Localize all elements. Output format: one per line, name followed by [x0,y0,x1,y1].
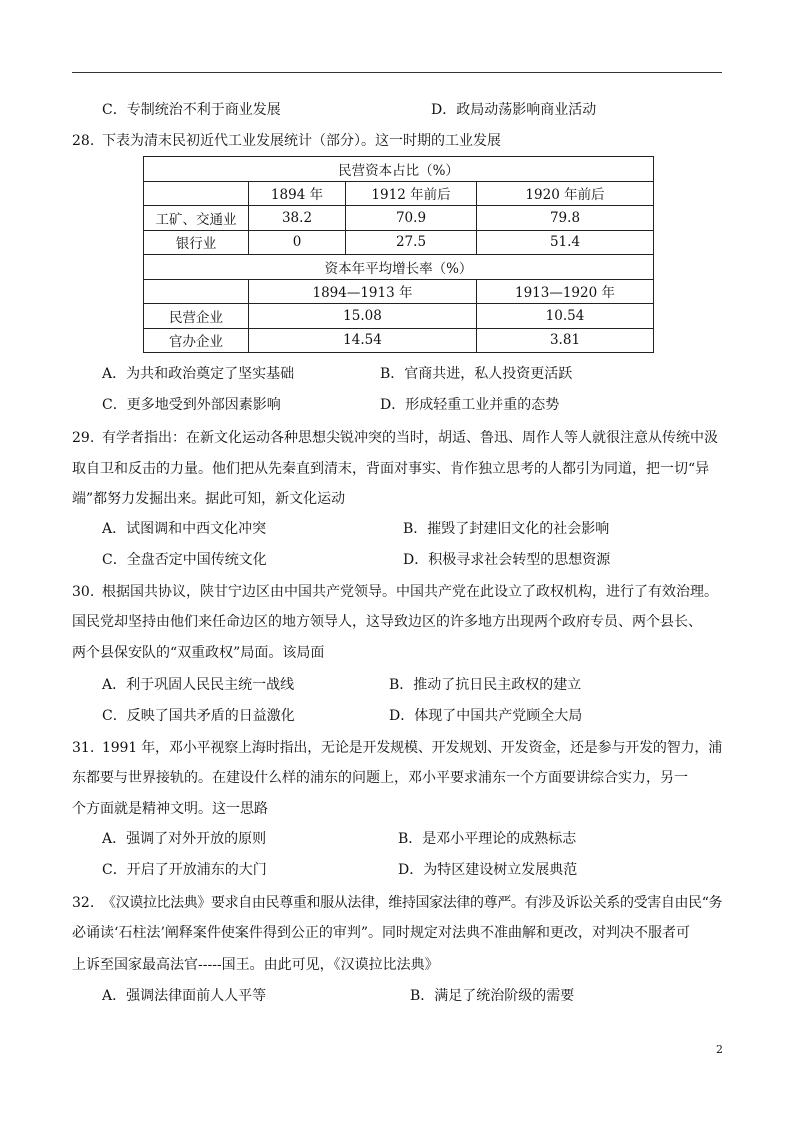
q28-number: 28. [72,133,95,149]
q31-number: 31. [72,740,95,756]
q29-number: 29. [72,430,95,446]
q31-stem-line: 个方面就是精神文明。这一思路 [72,801,268,817]
table-cell: 3.81 [477,328,654,353]
q29-option-a: A．试图调和中西文化冲突 [102,521,267,537]
q28-option-c: C．更多地受到外部因素影响 [102,397,281,413]
q32-stem-line: 上诉至国家最高法官-----国王。由此可见，《汉谟拉比法典》 [72,957,439,973]
q29-option-c: C．全盘否定中国传统文化 [102,552,267,568]
q28-option-a: A．为共和政治奠定了坚实基础 [102,366,295,382]
q31-stem-line: 东都要与世界接轨的。在建设什么样的浦东的问题上，邓小平要求浦东一个方面要讲综合实力，另一 [72,770,688,786]
q30-option-d: D．体现了中国共产党顾全大局 [389,708,583,724]
table-cell: 0 [249,230,346,255]
table-row [144,206,654,231]
table-section-title-row [144,157,654,182]
table-row [144,304,654,329]
q29-option-d: D．积极寻求社会转型的思想资源 [403,552,611,568]
table-header-cell: 1912 年前后 [346,181,477,206]
q32-number: 32. [72,895,95,911]
table-header-row [144,181,654,206]
q30-option-a: A．利于巩固人民民主统一战线 [102,677,295,693]
table-row-label: 官办企业 [144,328,249,353]
q30-stem-line: 根据国共协议，陕甘宁边区由中国共产党领导。中国共产党在此设立了政权机构，进行了有效治理。 [102,584,718,600]
q31-option-d: D．为特区建设树立发展典范 [398,862,578,878]
q29-stem-line: 取自卫和反击的力量。他们把从先秦直到清末，背面对事实、肯作独立思考的人都引为同道，把一切“异 [72,461,710,477]
page-number: 2 [716,1043,723,1056]
table-cell: 79.8 [477,206,654,231]
table-section1-title: 民营资本占比（%） [144,157,654,182]
q30-option-c: C．反映了国共矛盾的日益激化 [102,708,295,724]
table-header-cell: 1894 年 [249,181,346,206]
q27-option-d: D．政局动荡影响商业活动 [431,102,597,118]
industry-statistics-table [143,156,654,353]
header-rule [72,72,722,73]
q31-option-a: A．强调了对外开放的原则 [102,831,267,847]
q30-number: 30. [72,584,95,600]
q30-option-b: B．推动了抗日民主政权的建立 [389,677,582,693]
table-cell: 51.4 [477,230,654,255]
q29-option-b: B．摧毁了封建旧文化的社会影响 [403,521,610,537]
q29-stem-line: 有学者指出：在新文化运动各种思想尖锐冲突的当时，胡适、鲁迅、周作人等人就很注意从传统中汲 [102,430,718,446]
table-cell: 38.2 [249,206,346,231]
q32-stem-line: 《汉谟拉比法典》要求自由民尊重和服从法律，维持国家法律的尊严。有涉及诉讼关系的受害自由民“务 [102,895,723,911]
q32-stem-line: 必诵读‘石柱法’阐释案件使案件得到公正的审判”。同时规定对法典不准曲解和更改，对判决不服者可 [72,925,691,941]
q30-stem-line: 两个县保安队的“双重政权”局面。该局面 [72,645,325,661]
q31-stem-line: 1991 年，邓小平视察上海时指出，无论是开发规模、开发规划、开发资金，还是参与开发的智力，浦 [102,740,723,756]
table-cell: 15.08 [249,304,477,329]
table-corner-cell [144,279,249,304]
table-cell: 14.54 [249,328,477,353]
table-row-label: 工矿、交通业 [144,206,249,231]
table-cell: 27.5 [346,230,477,255]
table-header-cell: 1920 年前后 [477,181,654,206]
table-row-label: 银行业 [144,230,249,255]
table-header-cell: 1913—1920 年 [477,279,654,304]
table-row [144,328,654,353]
q31-option-c: C．开启了开放浦东的大门 [102,862,267,878]
q32-option-b: B．满足了统治阶级的需要 [410,988,575,1004]
table-cell: 10.54 [477,304,654,329]
table-row [144,230,654,255]
q30-stem-line: 国民党却坚持由他们来任命边区的地方领导人，这导致边区的许多地方出现两个政府专员、两个县长、 [72,614,702,630]
table-row-label: 民营企业 [144,304,249,329]
q31-option-b: B．是邓小平理论的成熟标志 [398,831,577,847]
table-cell: 70.9 [346,206,477,231]
q32-option-a: A．强调法律面前人人平等 [102,988,267,1004]
table-header-cell: 1894—1913 年 [249,279,477,304]
table-section2-title: 资本年平均增长率（%） [144,255,654,280]
q28-stem: 下表为清末民初近代工业发展统计（部分）。这一时期的工业发展 [102,133,501,149]
q29-stem-line: 端”都努力发掘出来。据此可知，新文化运动 [72,491,346,507]
table-corner-cell [144,181,249,206]
q27-option-c: C．专制统治不利于商业发展 [102,102,281,118]
q28-option-b: B．官商共进，私人投资更活跃 [380,366,573,382]
q28-option-d: D．形成轻重工业并重的态势 [380,397,560,413]
table-header-row [144,279,654,304]
table-section-title-row [144,255,654,280]
